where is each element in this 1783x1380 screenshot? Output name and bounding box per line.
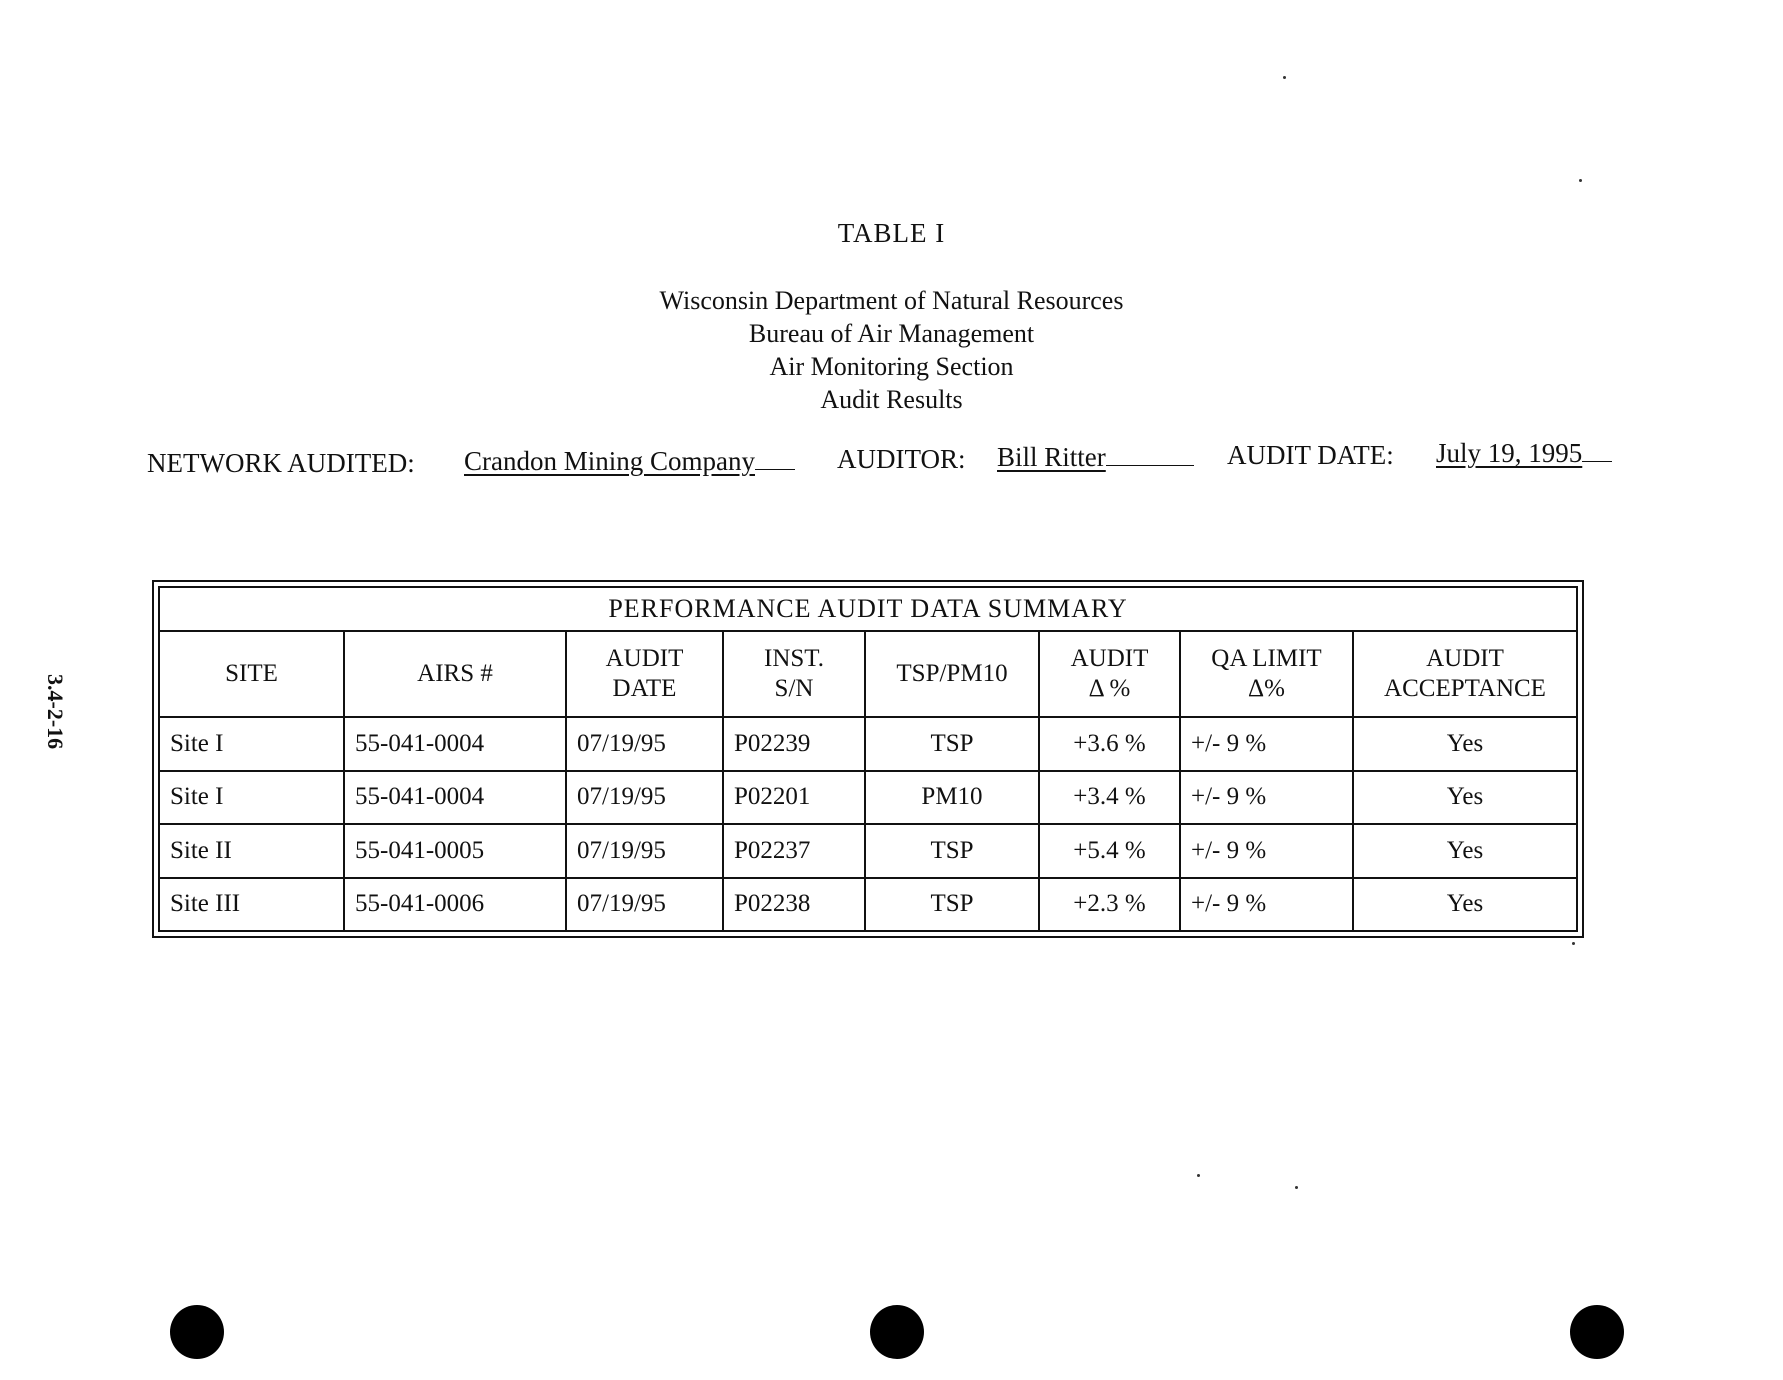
header-line: ACCEPTANCE bbox=[1384, 675, 1546, 702]
cell-audit-date: 07/19/95 bbox=[566, 878, 723, 932]
header-airs-number bbox=[344, 631, 566, 717]
org-line-bureau: Bureau of Air Management bbox=[748, 319, 1035, 348]
table-row bbox=[159, 824, 1577, 878]
scan-speck bbox=[1572, 942, 1575, 945]
cell-audit-delta: +5.4 % bbox=[1039, 824, 1180, 878]
cell-audit-date: 07/19/95 bbox=[566, 771, 723, 825]
table-row bbox=[159, 771, 1577, 825]
organization-block bbox=[0, 284, 1783, 416]
audit-date-field bbox=[1436, 438, 1612, 469]
cell-audit-delta: +2.3 % bbox=[1039, 878, 1180, 932]
table-row bbox=[159, 878, 1577, 932]
header-audit-date bbox=[566, 631, 723, 717]
network-audited-field bbox=[464, 446, 795, 477]
org-line-report-type: Audit Results bbox=[820, 385, 963, 414]
binder-hole bbox=[170, 1305, 224, 1359]
page-number: 3.4-2-16 bbox=[43, 674, 68, 750]
header-line: TSP/PM10 bbox=[896, 660, 1008, 687]
cell-qa-limit: +/- 9 % bbox=[1180, 878, 1353, 932]
table-label: TABLE I bbox=[837, 218, 946, 248]
header-audit-acceptance bbox=[1353, 631, 1577, 717]
cell-audit-acceptance: Yes bbox=[1353, 771, 1577, 825]
cell-site: Site I bbox=[159, 771, 344, 825]
cell-site: Site III bbox=[159, 878, 344, 932]
blank-line bbox=[755, 468, 795, 470]
cell-qa-limit: +/- 9 % bbox=[1180, 824, 1353, 878]
scan-speck bbox=[1197, 1174, 1200, 1177]
cell-tsp-pm10: PM10 bbox=[865, 771, 1039, 825]
cell-airs-number: 55-041-0004 bbox=[344, 771, 566, 825]
binder-hole bbox=[1570, 1305, 1624, 1359]
header-line: S/N bbox=[774, 675, 814, 702]
cell-airs-number: 55-041-0006 bbox=[344, 878, 566, 932]
header-line: INST. bbox=[764, 645, 824, 672]
blank-line bbox=[1106, 464, 1194, 466]
table-row bbox=[159, 717, 1577, 771]
audit-date-value: July 19, 1995 bbox=[1436, 438, 1583, 468]
cell-site: Site II bbox=[159, 824, 344, 878]
cell-airs-number: 55-041-0005 bbox=[344, 824, 566, 878]
cell-audit-delta: +3.4 % bbox=[1039, 771, 1180, 825]
org-line-department: Wisconsin Department of Natural Resources bbox=[659, 286, 1124, 315]
cell-qa-limit: +/- 9 % bbox=[1180, 717, 1353, 771]
cell-audit-date: 07/19/95 bbox=[566, 717, 723, 771]
scan-speck bbox=[1295, 1186, 1298, 1189]
table-header-row bbox=[159, 631, 1577, 717]
header-line: Δ % bbox=[1088, 675, 1131, 702]
cell-inst-sn: P02201 bbox=[723, 771, 865, 825]
header-line: AUDIT bbox=[1426, 645, 1504, 672]
blank-line bbox=[1582, 460, 1612, 462]
network-audited-value: Crandon Mining Company bbox=[464, 446, 755, 476]
header-tsp-pm10 bbox=[865, 631, 1039, 717]
header-line: SITE bbox=[225, 660, 278, 687]
header-line: AUDIT bbox=[605, 645, 684, 672]
cell-audit-acceptance: Yes bbox=[1353, 878, 1577, 932]
cell-audit-acceptance: Yes bbox=[1353, 824, 1577, 878]
cell-qa-limit: +/- 9 % bbox=[1180, 771, 1353, 825]
cell-inst-sn: P02238 bbox=[723, 878, 865, 932]
binder-hole bbox=[870, 1305, 924, 1359]
header-line: DATE bbox=[612, 675, 677, 702]
cell-tsp-pm10: TSP bbox=[865, 824, 1039, 878]
cell-inst-sn: P02237 bbox=[723, 824, 865, 878]
auditor-label: AUDITOR: bbox=[837, 444, 966, 474]
audit-summary-table-frame bbox=[152, 580, 1584, 938]
header-line: AIRS # bbox=[417, 660, 493, 687]
cell-airs-number: 55-041-0004 bbox=[344, 717, 566, 771]
header-line: QA LIMIT bbox=[1211, 645, 1322, 672]
cell-tsp-pm10: TSP bbox=[865, 878, 1039, 932]
table-caption: PERFORMANCE AUDIT DATA SUMMARY bbox=[159, 587, 1577, 631]
audit-summary-table bbox=[158, 586, 1578, 932]
header-qa-limit bbox=[1180, 631, 1353, 717]
scan-speck bbox=[1579, 179, 1582, 182]
org-line-section: Air Monitoring Section bbox=[769, 352, 1014, 381]
table-body bbox=[159, 717, 1577, 931]
network-audited-label: NETWORK AUDITED: bbox=[147, 448, 415, 478]
header-line: AUDIT bbox=[1070, 645, 1149, 672]
audit-date-label: AUDIT DATE: bbox=[1227, 440, 1394, 470]
header-line: Δ% bbox=[1248, 675, 1285, 702]
auditor-field bbox=[997, 442, 1194, 473]
header-audit-delta bbox=[1039, 631, 1180, 717]
audit-meta-line bbox=[147, 438, 1627, 486]
header-site bbox=[159, 631, 344, 717]
cell-tsp-pm10: TSP bbox=[865, 717, 1039, 771]
cell-inst-sn: P02239 bbox=[723, 717, 865, 771]
auditor-value: Bill Ritter bbox=[997, 442, 1106, 472]
scan-speck bbox=[1283, 76, 1286, 79]
header-inst-sn bbox=[723, 631, 865, 717]
cell-site: Site I bbox=[159, 717, 344, 771]
cell-audit-date: 07/19/95 bbox=[566, 824, 723, 878]
cell-audit-acceptance: Yes bbox=[1353, 717, 1577, 771]
cell-audit-delta: +3.6 % bbox=[1039, 717, 1180, 771]
